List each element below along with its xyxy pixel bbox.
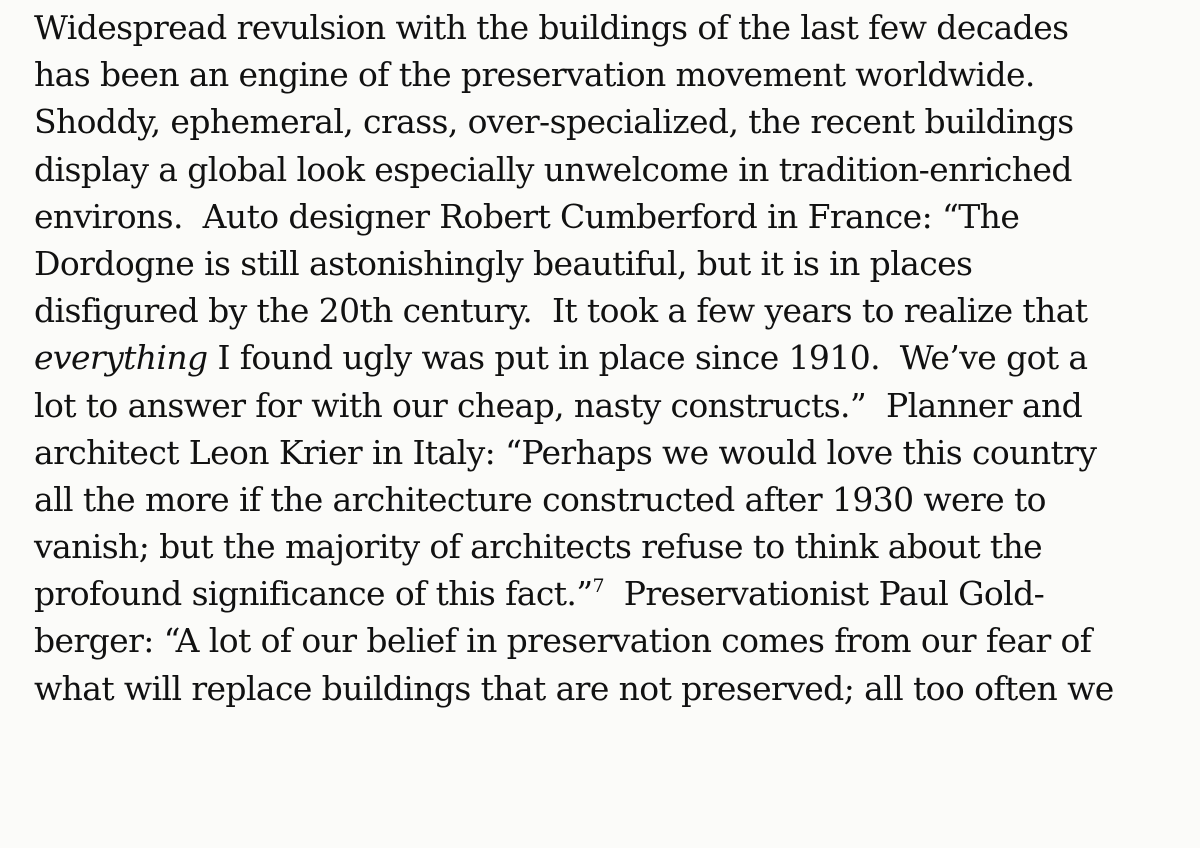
line-text: I found ugly was put in place since 1910. We’ve got a bbox=[207, 338, 1088, 378]
line-text: architect Leon Krier in Italy: “Perhaps we would love this country bbox=[34, 432, 1097, 472]
line-text: lot to answer for with our cheap, nasty constructs.” Planner and bbox=[34, 385, 1083, 425]
text-line bbox=[34, 146, 1200, 193]
line-text: Shoddy, ephemeral, crass, over-specialized, the recent buildings bbox=[34, 102, 1074, 142]
text-line bbox=[34, 193, 1200, 240]
text-line bbox=[34, 523, 1200, 570]
line-text: display a global look especially unwelcome in tradition-enriched bbox=[34, 149, 1072, 189]
line-text: Dordogne is still astonishingly beautiful, but it is in places bbox=[34, 243, 973, 283]
line-text: vanish; but the majority of architects refuse to think about the bbox=[34, 527, 1043, 567]
line-text: what will replace buildings that are not preserved; all too often we bbox=[34, 668, 1114, 708]
line-text: has been an engine of the preservation movement worldwide. bbox=[34, 55, 1035, 95]
text-line bbox=[34, 570, 1200, 617]
line-text: environs. Auto designer Robert Cumberford in France: “The bbox=[34, 196, 1020, 236]
text-line bbox=[34, 382, 1200, 429]
text-line bbox=[34, 287, 1200, 334]
line-text: Preservationist Paul Gold- bbox=[604, 574, 1045, 614]
text-line bbox=[34, 665, 1200, 712]
text-line bbox=[34, 98, 1200, 145]
footnote-marker: 7 bbox=[592, 575, 605, 598]
text-line bbox=[34, 334, 1200, 381]
text-line bbox=[34, 429, 1200, 476]
line-text: berger: “A lot of our belief in preservation comes from our fear of bbox=[34, 621, 1092, 661]
text-line bbox=[34, 617, 1200, 664]
line-text: profound significance of this fact.” bbox=[34, 574, 593, 614]
text-line bbox=[34, 51, 1200, 98]
text-line bbox=[34, 240, 1200, 287]
body-paragraph bbox=[34, 4, 1200, 712]
line-text: all the more if the architecture constructed after 1930 were to bbox=[34, 479, 1046, 519]
italic-emphasis: everything bbox=[34, 338, 208, 378]
text-line bbox=[34, 4, 1200, 51]
line-text: Widespread revulsion with the buildings of the last few decades bbox=[34, 8, 1069, 47]
text-line bbox=[34, 476, 1200, 523]
line-text: disfigured by the 20th century. It took a few years to realize that bbox=[34, 291, 1088, 331]
